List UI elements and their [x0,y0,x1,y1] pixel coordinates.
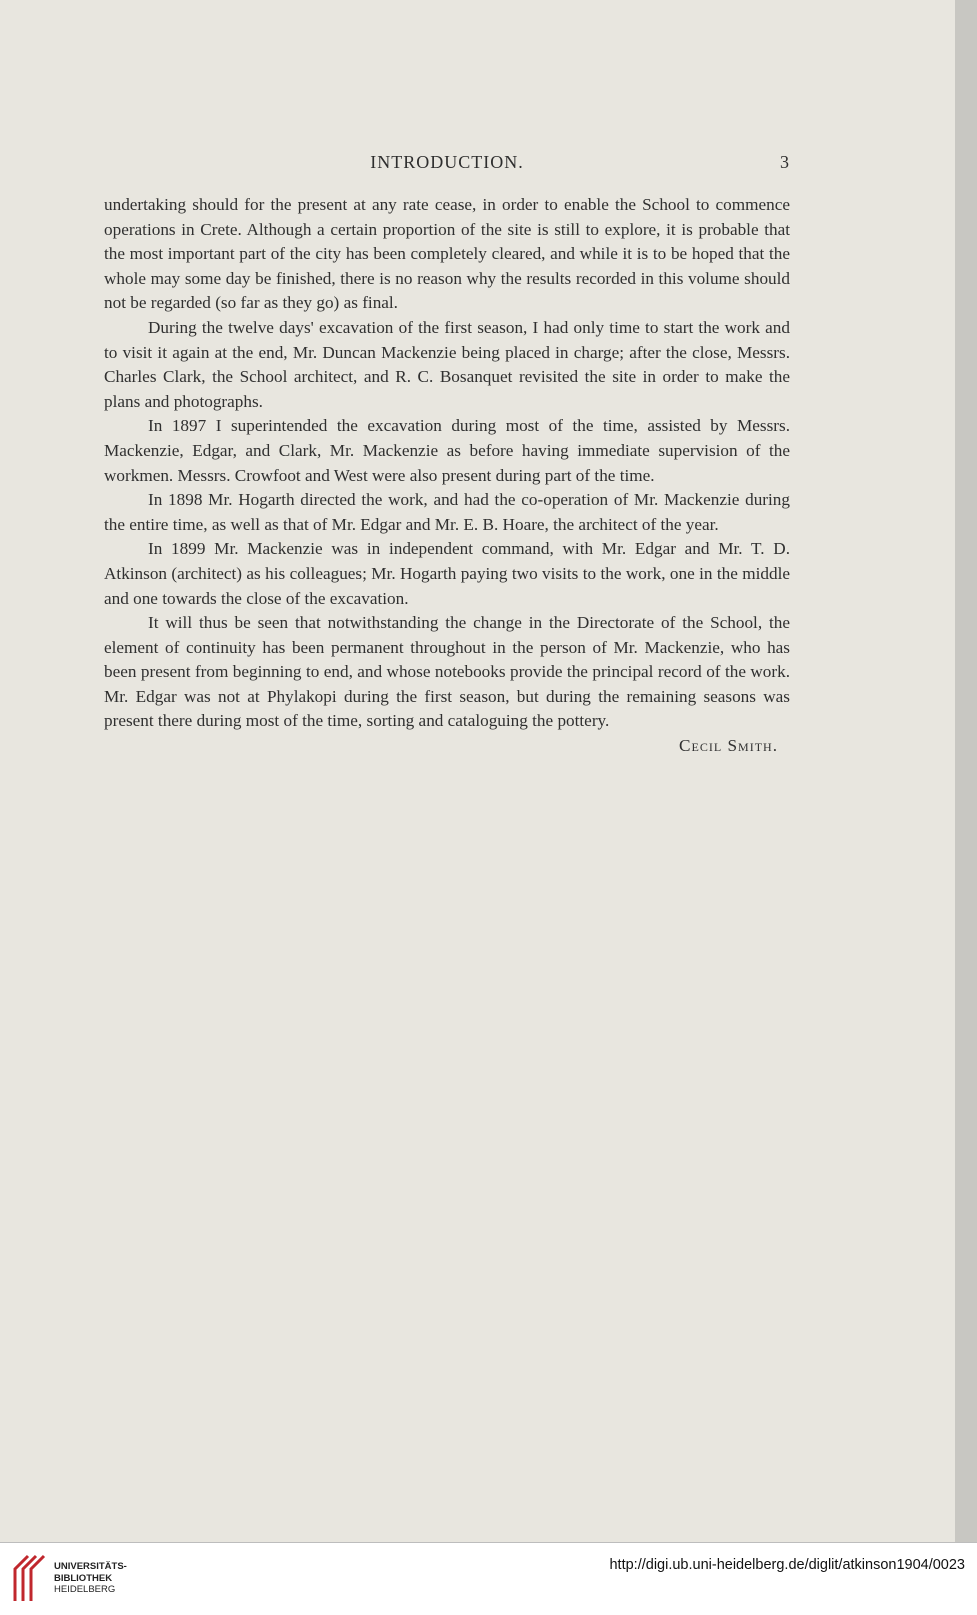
library-name-line: UNIVERSITÄTS- [54,1561,127,1572]
permalink-url[interactable]: http://digi.ub.uni-heidelberg.de/diglit/atkinson1904/0023 [609,1557,965,1573]
library-name [54,1561,127,1596]
library-logo-icon [10,1553,48,1605]
paragraph: In 1899 Mr. Mackenzie was in independent command, with Mr. Edgar and Mr. T. D. Atkinson (architect) as his colleagues; Mr. Hogarth paying two visits to the work, one in the middle and one towards the close of the excavation. [104,539,790,608]
library-name-line: BIBLIOTHEK [54,1572,113,1584]
signature: Cecil Smith. [679,736,778,756]
running-title: INTRODUCTION. [370,152,524,172]
paragraph: In 1897 I superintended the excavation during most of the time, assisted by Messrs. Mackenzie, Edgar, and Clark, Mr. Mackenzie as before having immediate supervision of the workmen. Messrs. Crowfoot and West were also present during part of the time. [104,416,790,485]
library-name-line: HEIDELBERG [54,1584,116,1595]
paragraph: In 1898 Mr. Hogarth directed the work, and had the co-operation of Mr. Mackenzie during the entire time, as well as that of Mr. Edgar and Mr. E. B. Hoare, the architect of the year. [104,490,790,534]
page-number: 3 [780,152,790,172]
viewer-footer [0,1542,977,1615]
paragraph: undertaking should for the present at any rate cease, in order to enable the School to commence operations in Crete. Although a certain proportion of the site is still to explore, it is probable that the most important part of the city has been completely cleared, and while it is to be hoped that the whole may some day be finished, there is no reason why the results recorded in this volume should not be regarded (so far as they go) as final. [104,195,790,313]
body-text [104,193,790,759]
library-logo[interactable] [10,1551,130,1607]
running-head [104,152,790,180]
paragraph: During the twelve days' excavation of the first season, I had only time to start the work and to visit it again at the end, Mr. Duncan Mackenzie being placed in charge; after the close, Messrs. Charles Clark, the School architect, and R. C. Bosanquet revisited the site in order to make the plans and photographs. [104,317,790,411]
page-edge [955,0,977,1542]
paragraph: It will thus be seen that notwithstanding the change in the Directorate of the School, the element of continuity has been permanent throughout in the person of Mr. Mackenzie, who has been present from beginning to end, and whose notebooks provide the principal record of the work. Mr. Edgar was not at Phylakopi during the first season, but during the remaining seasons was present there during most of the time, sorting and cataloguing the pottery. [104,613,790,731]
